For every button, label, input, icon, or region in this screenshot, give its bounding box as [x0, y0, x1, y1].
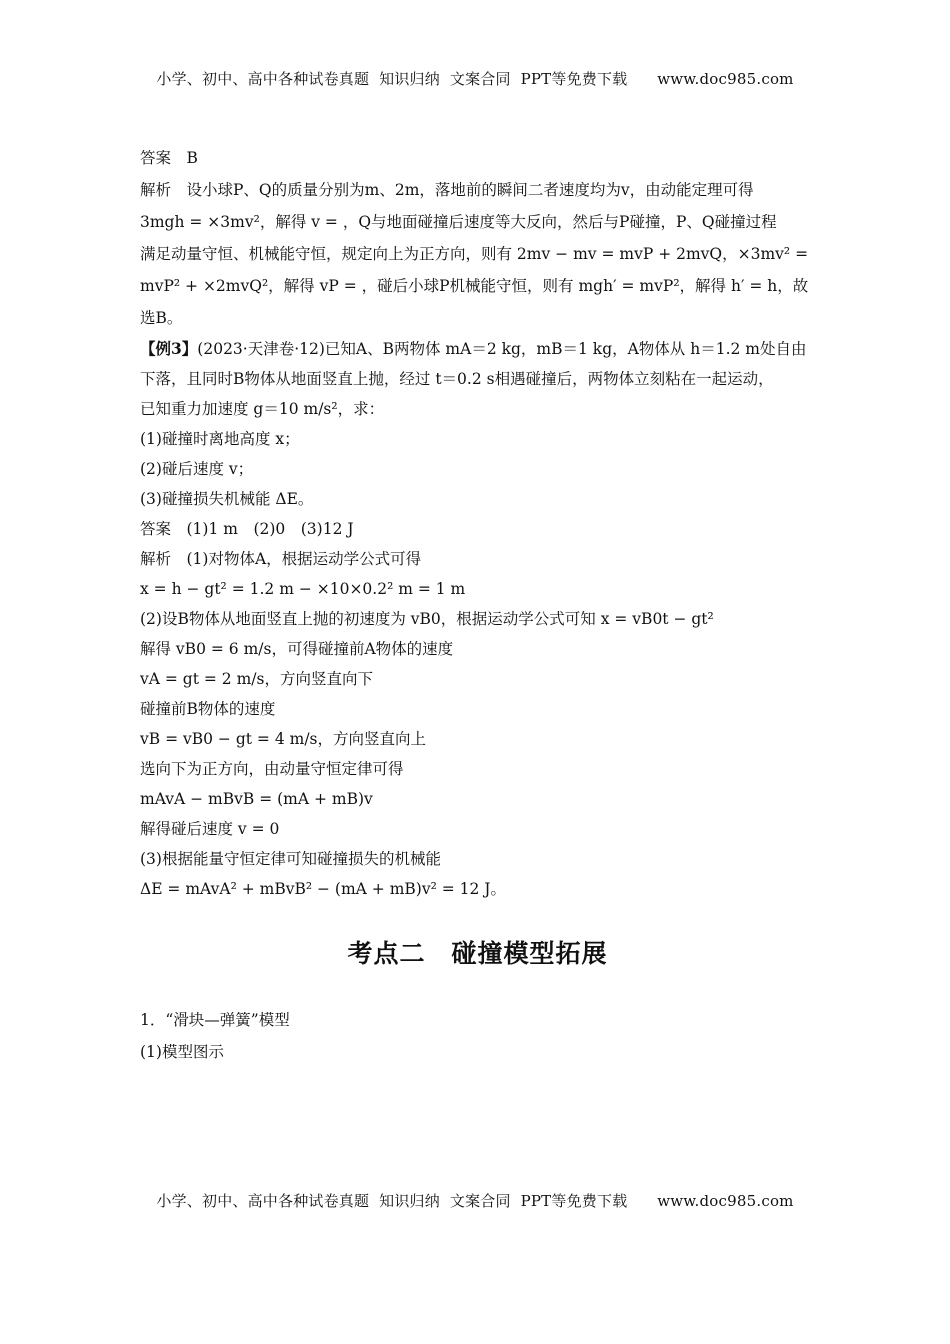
section-body: [140, 1004, 815, 1068]
solution-line: vB = vB0 − gt = 4 m/s，方向竖直向上: [140, 730, 426, 748]
previous-solution: [140, 142, 815, 334]
question-line: 已知重力加速度 g＝10 m/s²，求：: [140, 400, 385, 418]
solution-line: 碰撞前B物体的速度: [140, 700, 276, 718]
analysis-line: 解析 设小球P、Q的质量分别为m、2m，落地前的瞬间二者速度均为v，由动能定理可得: [140, 181, 754, 199]
solution-line: 选向下为正方向，由动量守恒定律可得: [140, 760, 404, 778]
sub-question: (1)碰撞时离地高度 x；: [140, 430, 300, 448]
sub-question: (3)碰撞损失机械能 ΔE。: [140, 490, 314, 508]
question-text: (2023·天津卷·12)已知A、B两物体 mA＝2 kg，mB＝1 kg，A物体从 h＝1.2 m处自由: [197, 340, 807, 358]
example-3: [140, 334, 815, 904]
section-title: 考点二 碰撞模型拓展: [347, 939, 608, 968]
solution-line: (3)根据能量守恒定律可知碰撞损失的机械能: [140, 850, 441, 868]
page-footer: 小学、初中、高中各种试卷真题 知识归纳 文案合同 PPT等免费下载 www.doc985.com: [156, 1192, 794, 1210]
solution-line: 解得碰后速度 v = 0: [140, 820, 280, 838]
example-label: 【例3】: [140, 339, 198, 358]
solution-line: 解析 (1)对物体A，根据运动学公式可得: [140, 550, 422, 568]
solution-line: 解得 vB0 = 6 m/s，可得碰撞前A物体的速度: [140, 640, 454, 658]
question-line: [140, 334, 815, 364]
solution-line: (2)设B物体从地面竖直上抛的初速度为 vB0，根据运动学公式可知 x = vB0t − gt²: [140, 610, 714, 628]
answer-line: 答案 B: [140, 149, 198, 167]
solution-line: vA = gt = 2 m/s，方向竖直向下: [140, 670, 373, 688]
sub-question: (2)碰后速度 v；: [140, 460, 254, 478]
page-header: 小学、初中、高中各种试卷真题 知识归纳 文案合同 PPT等免费下载 www.doc985.com: [156, 70, 794, 88]
analysis-line: 满足动量守恒、机械能守恒，规定向上为正方向，则有 2mv − mv = mvP + 2mvQ，×3mv² =: [140, 245, 809, 263]
analysis-line: 3mgh = ×3mv²，解得 v = ，Q与地面碰撞后速度等大反向，然后与P碰撞，P、Q碰撞过程: [140, 213, 777, 231]
document-body: [140, 142, 815, 1068]
solution-line: x = h − gt² = 1.2 m − ×10×0.2² m = 1 m: [140, 580, 466, 598]
answer-line: 答案 (1)1 m (2)0 (3)12 J: [140, 520, 354, 538]
solution-line: mAvA − mBvB = (mA + mB)v: [140, 790, 373, 808]
section-item: (1)模型图示: [140, 1043, 224, 1061]
analysis-line: 选B。: [140, 309, 183, 327]
analysis-line: mvP² + ×2mvQ²，解得 vP = ，碰后小球P机械能守恒，则有 mgh′ = mvP²，解得 h′ = h，故: [140, 277, 809, 295]
question-line: 下落，且同时B物体从地面竖直上抛，经过 t＝0.2 s相遇碰撞后，两物体立刻粘在一起运动，: [140, 370, 774, 388]
solution-line: ΔE = mAvA² + mBvB² − (mA + mB)v² = 12 J。: [140, 880, 506, 898]
section-item: 1．“滑块—弹簧”模型: [140, 1011, 290, 1029]
